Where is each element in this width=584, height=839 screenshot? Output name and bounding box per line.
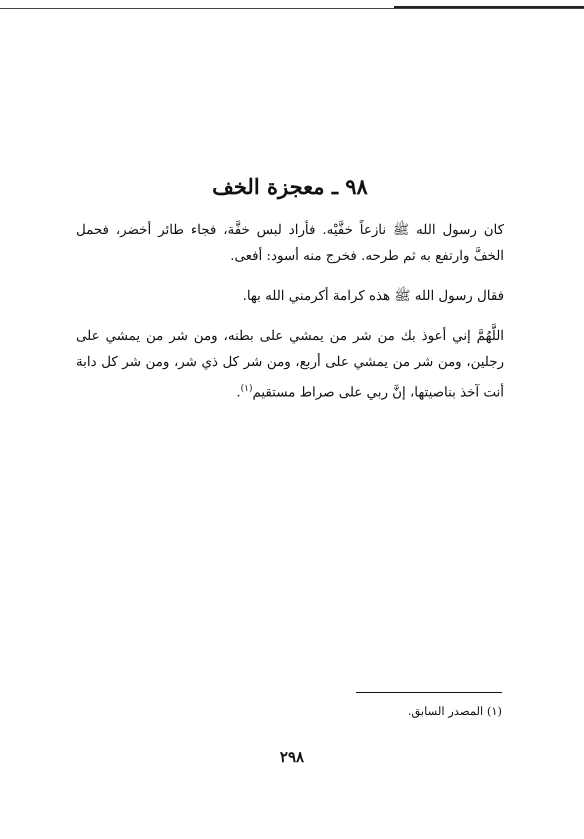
prayer-text: اللَّهُمَّ إني أعوذ بك من شر من يمشي على بطنه، ومن شر من يمشي على رجلين، ومن شر من يمشي على أربع، ومن شر كل ذي شر، ومن شر كل دابة أنت آخذ بناصيتها، إنَّ ربي على صراط مستقيم [76,329,504,401]
page-body [76,170,504,410]
page-number: ٢٩٨ [279,748,305,766]
top-border-accent [394,6,584,8]
paragraph-2: فقال رسول الله ﷺ هذه كرامة أكرمني الله بها. [242,289,504,304]
paragraph-gap [76,274,504,284]
paragraph-gap [76,314,504,324]
footnote-separator [356,692,502,693]
paragraph-1: كان رسول الله ﷺ نازعاً خفَّيْه. فأراد لبس خفَّة، فجاء طائر أخضر، فحمل الخفَّ وارتفع به ثم طرحه. فخرج منه أسود: أفعى. [76,223,504,264]
chapter-heading: ٩٨ ـ معجزة الخف [212,174,368,199]
top-border-line [0,8,584,9]
footnote-text: (١) المصدر السابق. [407,704,502,718]
prayer-paragraph [76,324,504,406]
prayer-end: . [236,385,241,401]
footnote-reference: (١) [240,384,253,394]
